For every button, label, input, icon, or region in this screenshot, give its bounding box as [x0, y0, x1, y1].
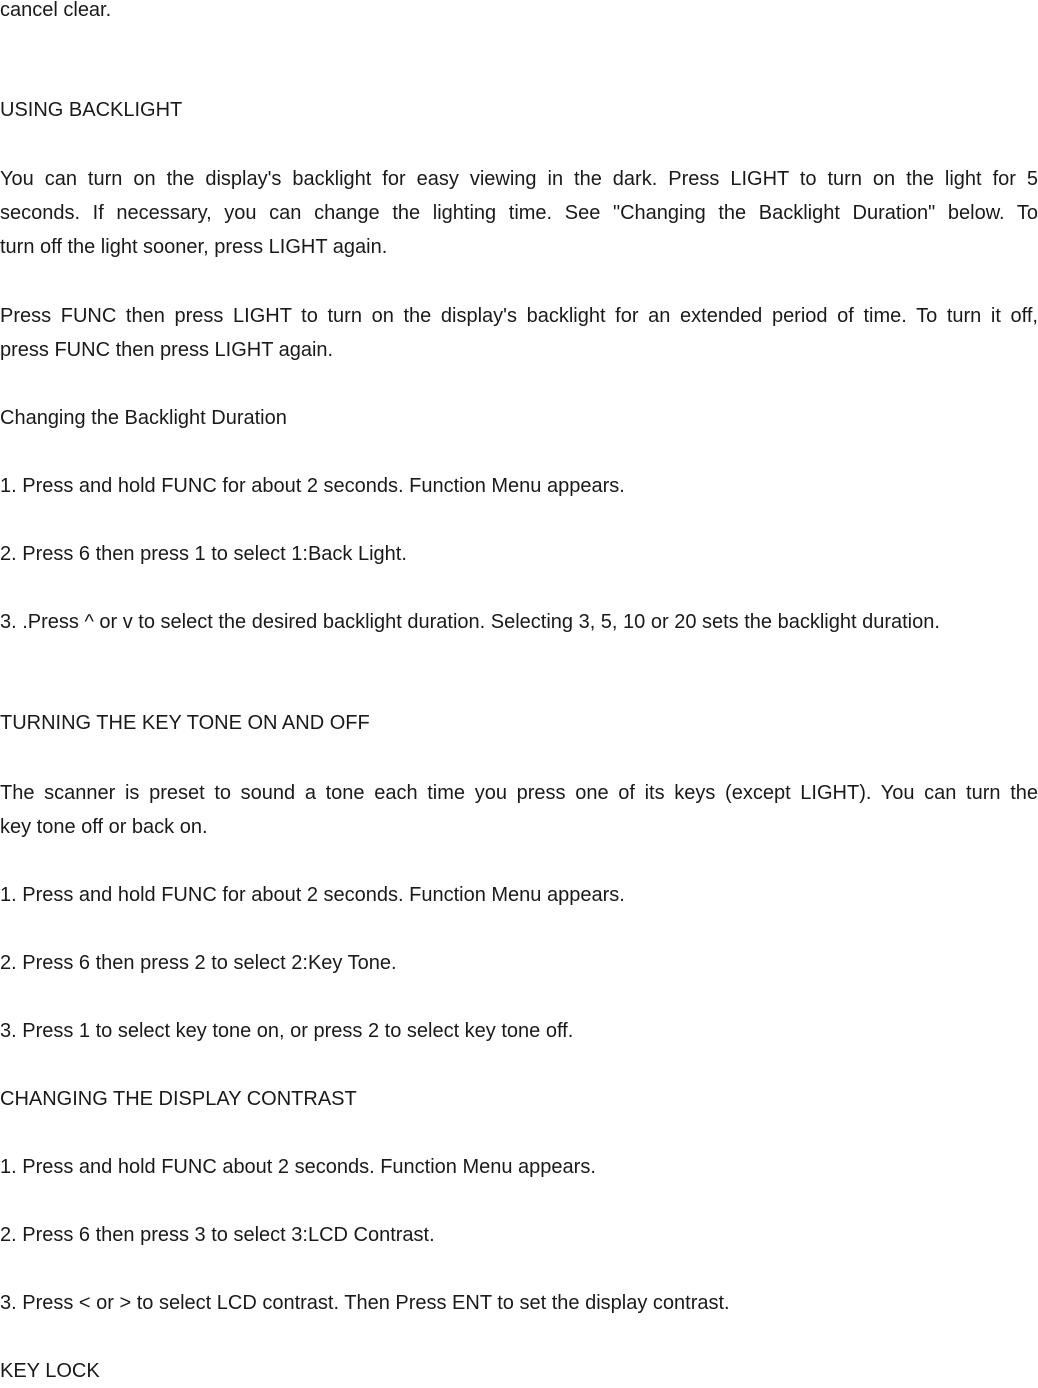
text-line: You can turn on the display's backlight for easy viewing in the dark. Press LIGHT to turn on the light for 5 [0, 168, 1038, 190]
text-line: cancel clear. [0, 0, 112, 21]
step-item: 1. Press and hold FUNC about 2 seconds. Function Menu appears. [0, 1156, 596, 1178]
section-heading-key-lock: KEY LOCK [0, 1360, 100, 1382]
step-item: 2. Press 6 then press 2 to select 2:Key Tone. [0, 952, 397, 974]
text-line: Press FUNC then press LIGHT to turn on the display's backlight for an extended period of time. To turn it off, [0, 305, 1038, 327]
paragraph-key-tone-intro [0, 776, 1038, 844]
section-heading-key-tone: TURNING THE KEY TONE ON AND OFF [0, 712, 370, 734]
step-item: 3. Press 1 to select key tone on, or press 2 to select key tone off. [0, 1020, 574, 1042]
text-line: turn off the light sooner, press LIGHT again. [0, 236, 388, 258]
text-line: press FUNC then press LIGHT again. [0, 339, 334, 361]
paragraph-backlight-extended [0, 299, 1038, 367]
step-item: 1. Press and hold FUNC for about 2 seconds. Function Menu appears. [0, 475, 625, 497]
step-item: 3. .Press ^ or v to select the desired backlight duration. Selecting 3, 5, 10 or 20 sets the backlight duration. [0, 611, 940, 633]
paragraph-backlight-intro [0, 162, 1038, 264]
subheading-backlight-duration: Changing the Backlight Duration [0, 407, 287, 429]
text-line: The scanner is preset to sound a tone each time you press one of its keys (except LIGHT). You can turn the [0, 782, 1038, 804]
text-line: seconds. If necessary, you can change the lighting time. See "Changing the Backlight Duration" below. To [0, 202, 1038, 224]
step-item: 2. Press 6 then press 3 to select 3:LCD Contrast. [0, 1224, 435, 1246]
step-item: 2. Press 6 then press 1 to select 1:Back Light. [0, 543, 407, 565]
section-heading-display-contrast: CHANGING THE DISPLAY CONTRAST [0, 1088, 357, 1110]
text-line: key tone off or back on. [0, 816, 208, 838]
section-heading-using-backlight: USING BACKLIGHT [0, 99, 183, 121]
step-item: 1. Press and hold FUNC for about 2 seconds. Function Menu appears. [0, 884, 625, 906]
step-item: 3. Press < or > to select LCD contrast. Then Press ENT to set the display contrast. [0, 1292, 730, 1314]
